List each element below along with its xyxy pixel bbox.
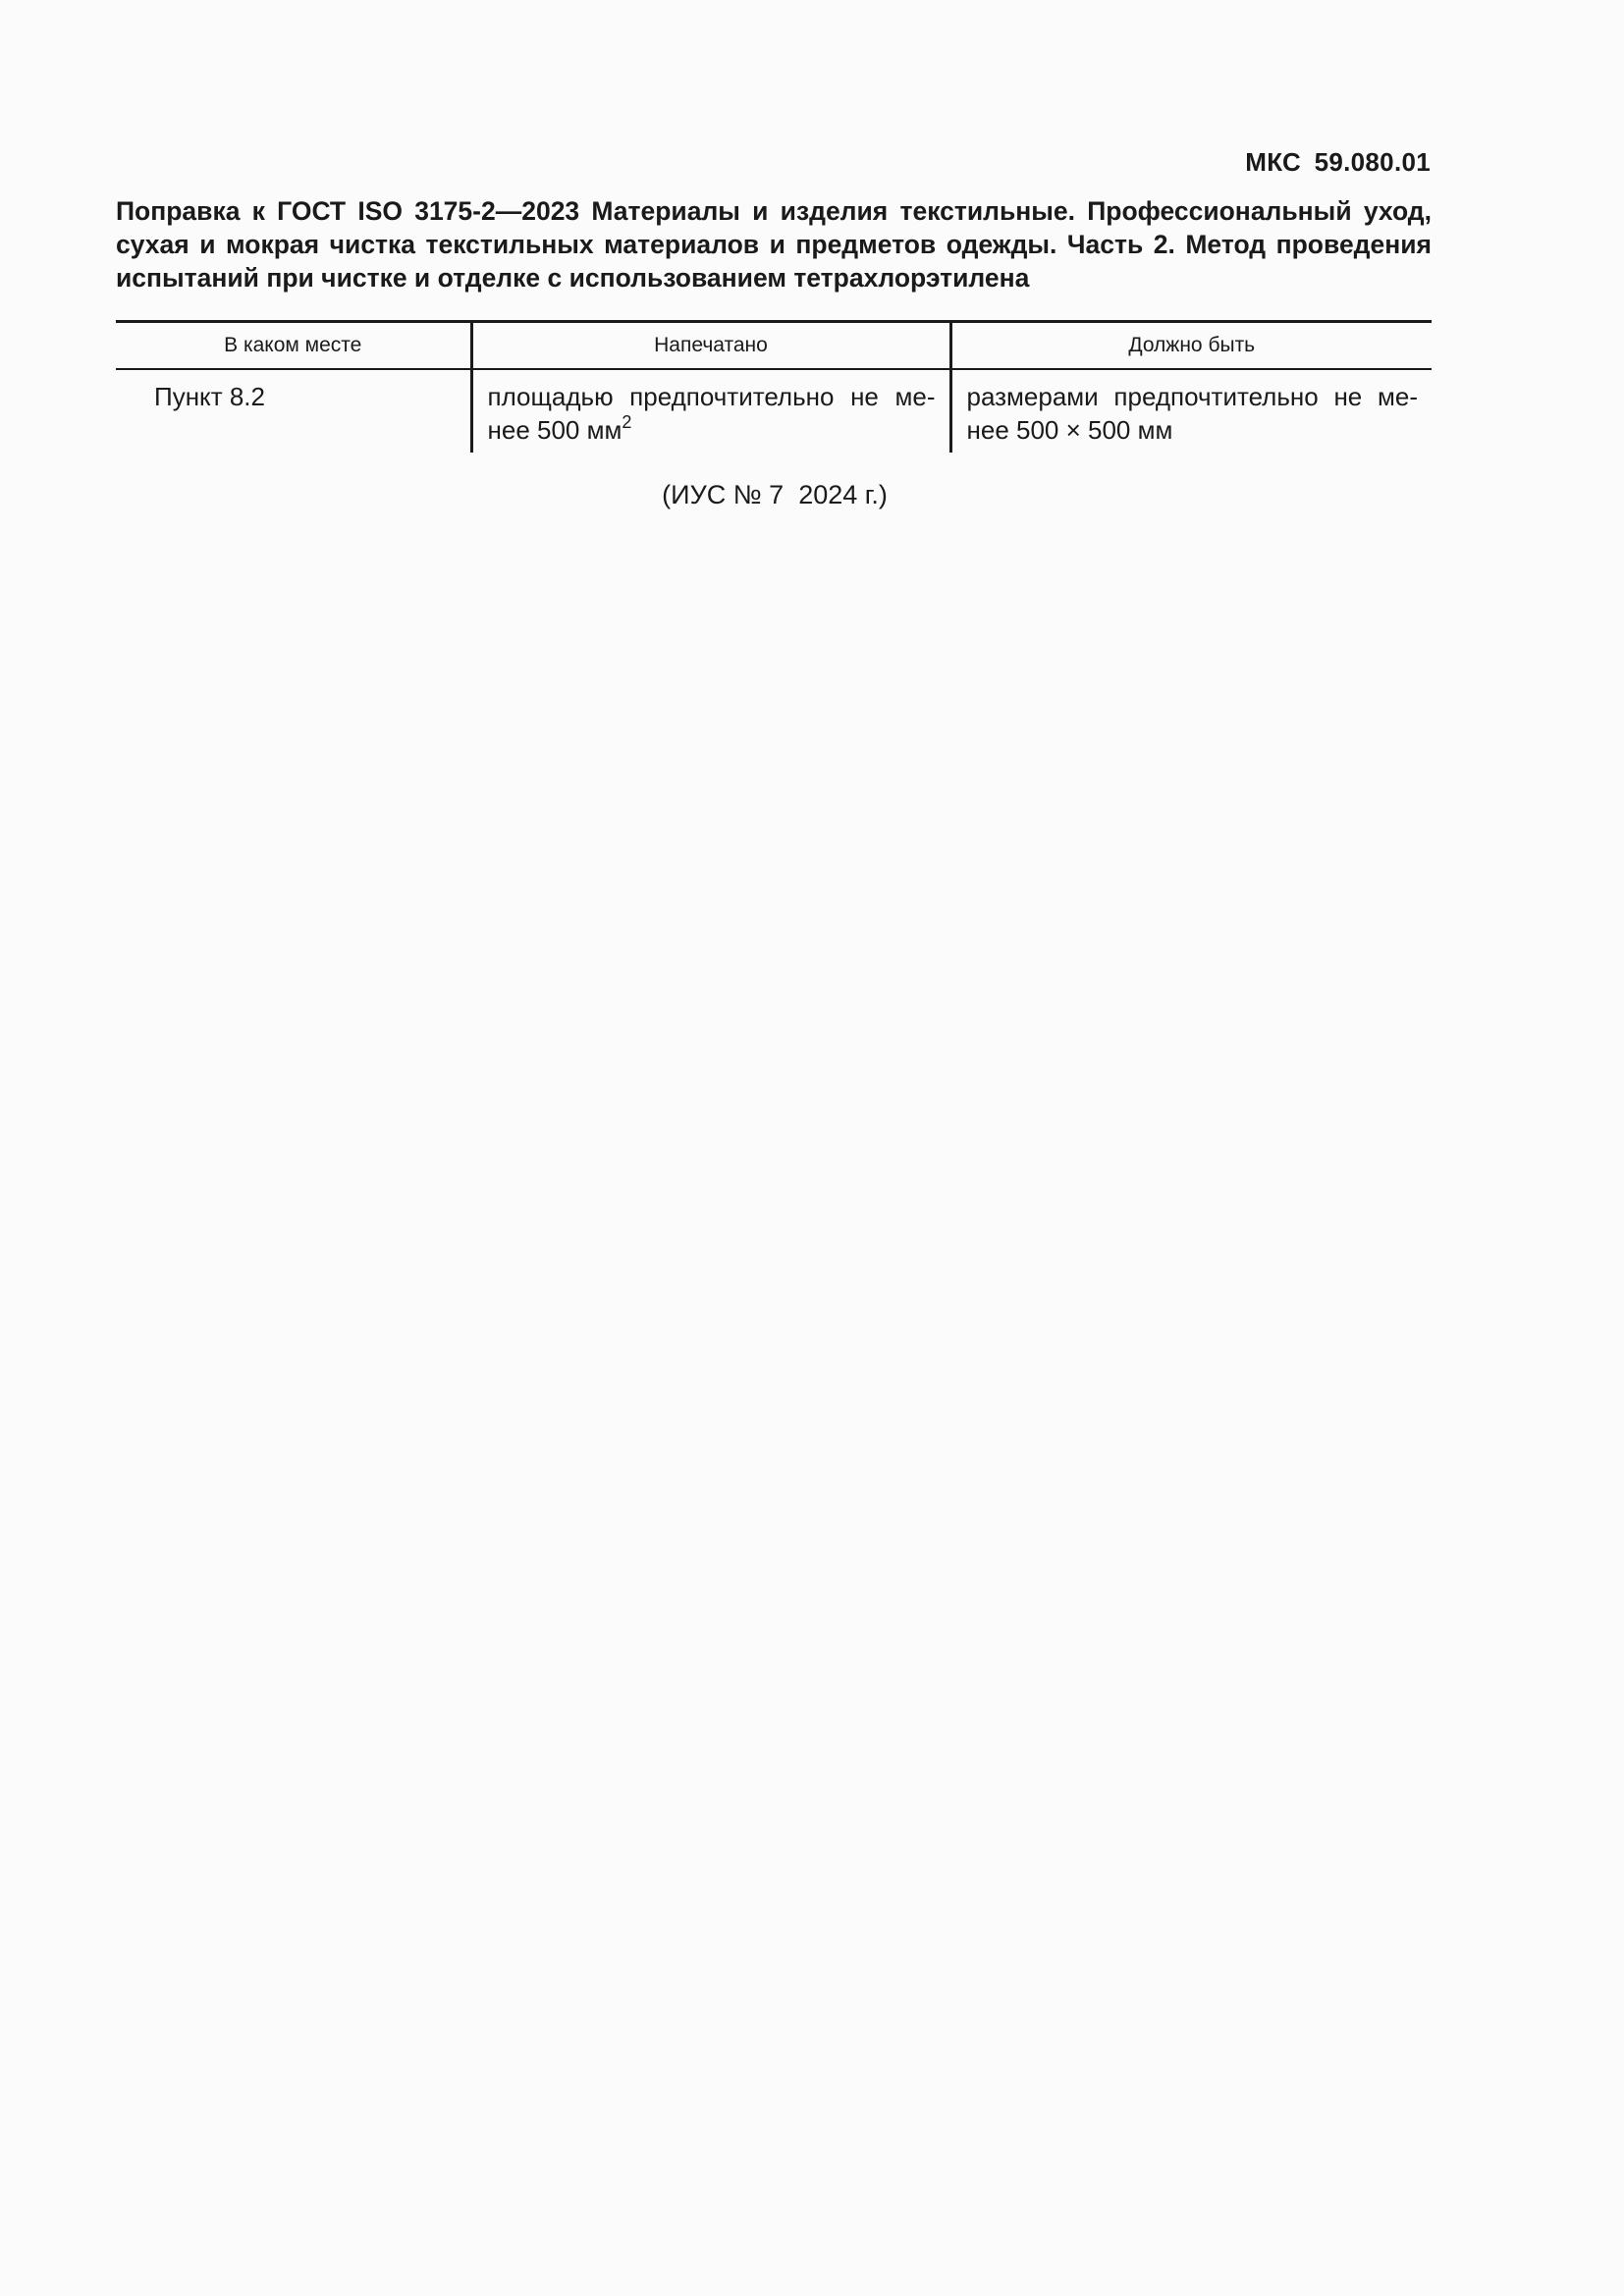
cell-printed: [471, 369, 950, 453]
table-header-row: [116, 322, 1432, 370]
classification-code: МКС 59.080.01: [1245, 147, 1431, 177]
cell-location: Пункт 8.2: [154, 382, 265, 411]
header-should-be: Должно быть: [950, 322, 1432, 370]
header-printed: Напечатано: [471, 322, 950, 370]
cell-should-be: размерами предпочтительно не менее 500 × 500 мм: [950, 369, 1432, 453]
issue-note: (ИУС № 7 2024 г.): [662, 480, 888, 509]
correction-table: [116, 320, 1432, 453]
header-location: В каком месте: [116, 322, 471, 370]
cell-printed-text: площадью предпочтительно не менее 500 мм: [487, 382, 936, 445]
correction-title: Поправка к ГОСТ ISO 3175-2—2023 Материалы и изделия текстильные. Профессиональный уход, сухая и мокрая чистка текстильных материалов и предметов одежды. Часть 2. Метод проведения испытаний при чистке и отделке с использованием тетрахлорэтилена: [116, 196, 1432, 293]
cell-printed-superscript: 2: [622, 412, 632, 432]
table-row: [116, 369, 1432, 453]
